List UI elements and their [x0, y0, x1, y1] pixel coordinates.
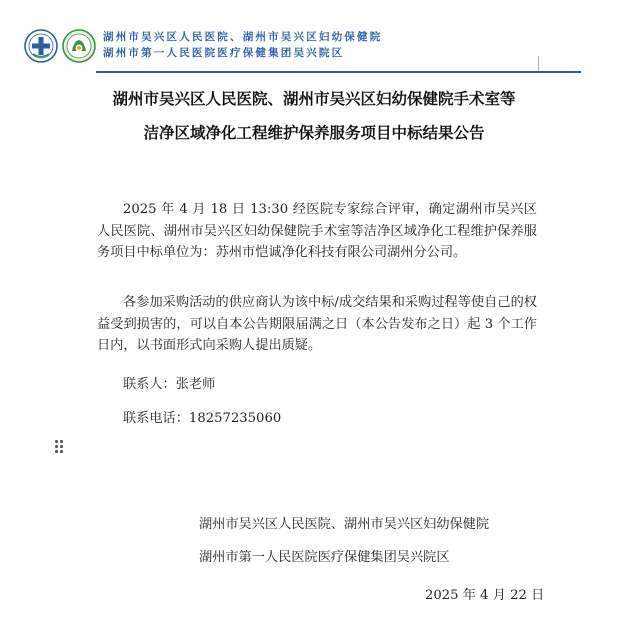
award-paragraph — [97, 199, 537, 264]
maternal-child-health-logo — [62, 29, 96, 63]
letterhead-line-2: 湖州市第一人民医院医疗保健集团吴兴院区 — [103, 47, 345, 59]
drag-handle-icon[interactable] — [55, 440, 65, 454]
signature-date: 2025 年 4 月 22 日 — [425, 588, 545, 603]
letterhead — [0, 0, 628, 78]
contact-person: 联系人：张老师 — [123, 377, 216, 392]
hospital-cross-logo — [24, 29, 58, 63]
contact-phone: 联系电话：18257235060 — [123, 411, 282, 426]
crop-mark — [538, 56, 539, 72]
document-title-line-1: 湖州市吴兴区人民医院、湖州市吴兴区妇幼保健院手术室等 — [112, 89, 516, 108]
award-paragraph-text: 2025 年 4 月 18 日 13:30 经医院专家综合评审，确定湖州市吴兴区人民医院、湖州市吴兴区妇幼保健院手术室等洁净区域净化工程维护保养服务项目中标单位为：苏州市恺诚净化科技有限公司湖州分公司。 — [97, 202, 537, 260]
objection-paragraph-text: 各参加采购活动的供应商认为该中标/成交结果和采购过程等使自己的权益受到损害的，可以自本公告期限届满之日（本公告发布之日）起 3 个工作日内，以书面形式向采购人提出质疑。 — [97, 295, 537, 353]
document-title-line-2: 洁净区域净化工程维护保养服务项目中标结果公告 — [143, 123, 485, 142]
signature-org-2: 湖州市第一人民医院医疗保健集团吴兴院区 — [199, 550, 450, 565]
header-rule — [96, 71, 581, 73]
letterhead-line-1: 湖州市吴兴区人民医院、湖州市吴兴区妇幼保健院 — [103, 31, 383, 43]
objection-paragraph — [97, 292, 537, 357]
signature-org-1: 湖州市吴兴区人民医院、湖州市吴兴区妇幼保健院 — [199, 517, 490, 532]
